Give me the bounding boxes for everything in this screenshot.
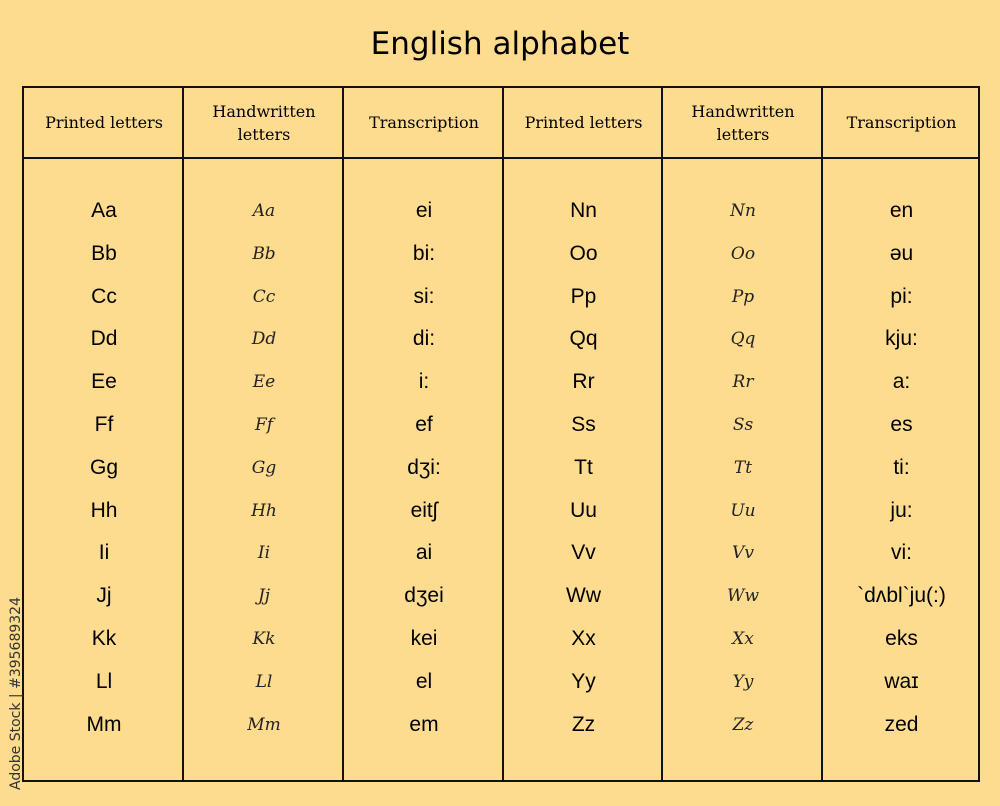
- transcription: ef: [415, 413, 433, 436]
- handwritten-letter: Jj: [257, 586, 271, 607]
- column-header: Handwritten letters: [691, 101, 795, 144]
- transcription: el: [415, 669, 433, 693]
- transcription: kei: [410, 627, 438, 650]
- column-header: Printed letters: [524, 113, 643, 132]
- printed-letter: Jj: [96, 584, 112, 608]
- printed-letter: Aa: [91, 199, 117, 222]
- printed-letter: Oo: [569, 241, 598, 265]
- transcription: si:: [413, 284, 435, 308]
- printed-letter: Tt: [574, 455, 593, 479]
- printed-letter: Zz: [571, 712, 596, 736]
- handwritten-letter: Mm: [247, 714, 281, 735]
- printed-letter: Ii: [98, 541, 110, 565]
- handwritten-letter: Yy: [732, 671, 754, 692]
- transcription: kju:: [885, 327, 918, 351]
- transcription: em: [409, 712, 439, 736]
- printed-letter: Cc: [91, 284, 117, 308]
- transcription: dʒi:: [407, 455, 441, 479]
- handwritten-letter: Aa: [252, 201, 276, 221]
- transcription: ju:: [890, 498, 913, 522]
- printed-letter: Uu: [570, 498, 597, 522]
- column-header: Handwritten letters: [212, 101, 316, 144]
- page-title: English alphabet: [370, 26, 630, 62]
- handwritten-letter: Nn: [730, 201, 756, 221]
- handwritten-letter: Gg: [251, 457, 277, 478]
- watermark: Adobe Stock | #395689324: [8, 597, 24, 790]
- printed-letter: Yy: [571, 669, 596, 693]
- transcription: ai: [415, 541, 433, 565]
- handwritten-letter: Cc: [252, 286, 276, 307]
- handwritten-letter: Zz: [732, 714, 754, 735]
- printed-letter: Hh: [90, 498, 118, 522]
- handwritten-letter: Tt: [733, 457, 753, 478]
- handwritten-letter: Oo: [730, 243, 756, 264]
- column-header: Transcription: [846, 113, 957, 132]
- transcription: ti:: [893, 455, 910, 479]
- handwritten-letter: Uu: [730, 500, 756, 521]
- handwritten-letter: Rr: [732, 372, 754, 393]
- handwritten-letter: Hh: [251, 500, 277, 521]
- printed-letter: Ll: [95, 669, 113, 693]
- handwritten-letter: Ee: [252, 372, 276, 393]
- transcription: `dʌbl`ju(:): [857, 584, 946, 608]
- transcription: ei: [415, 199, 433, 222]
- printed-letter: Kk: [91, 627, 117, 650]
- handwritten-letter: Ww: [726, 586, 760, 607]
- printed-letter: Mm: [86, 712, 122, 736]
- transcription: es: [890, 413, 913, 436]
- handwritten-letter: Ss: [732, 415, 754, 435]
- transcription: a:: [892, 370, 911, 394]
- transcription: zed: [884, 712, 919, 736]
- printed-letter: Ee: [91, 370, 117, 394]
- printed-letter: Qq: [569, 327, 598, 351]
- transcription: bi:: [412, 241, 436, 265]
- printed-letter: Dd: [90, 327, 118, 351]
- transcription: dʒei: [404, 584, 444, 608]
- printed-letter: Bb: [91, 241, 117, 265]
- transcription: pi:: [890, 284, 913, 308]
- alphabet-table: [22, 86, 980, 782]
- printed-letter: Nn: [570, 199, 597, 222]
- transcription: eitʃ: [410, 498, 438, 522]
- handwritten-letter: Vv: [732, 543, 754, 564]
- handwritten-letter: Kk: [252, 629, 276, 649]
- printed-letter: Ss: [571, 413, 596, 436]
- column-header: Transcription: [369, 113, 479, 132]
- transcription: vi:: [891, 541, 912, 565]
- handwritten-letter: Pp: [731, 286, 755, 307]
- handwritten-letter: Qq: [730, 329, 756, 350]
- header-divider: [24, 157, 978, 159]
- transcription: di:: [412, 327, 436, 351]
- printed-letter: Ww: [566, 584, 601, 608]
- transcription: əu: [889, 241, 914, 265]
- printed-letter: Pp: [570, 284, 597, 308]
- printed-letter: Gg: [89, 455, 118, 479]
- transcription: waɪ: [884, 669, 919, 693]
- transcription: en: [889, 199, 914, 222]
- handwritten-letter: Ii: [257, 543, 271, 564]
- printed-letter: Xx: [571, 627, 596, 650]
- handwritten-letter: Xx: [732, 629, 754, 649]
- transcription: i:: [418, 370, 430, 394]
- handwritten-letter: Ll: [255, 671, 273, 692]
- handwritten-letter: Bb: [252, 243, 276, 264]
- transcription: eks: [885, 627, 918, 650]
- handwritten-letter: Ff: [254, 415, 274, 435]
- printed-letter: Rr: [572, 370, 595, 394]
- column-header: Printed letters: [45, 113, 163, 132]
- handwritten-letter: Dd: [251, 329, 277, 350]
- printed-letter: Vv: [571, 541, 596, 565]
- printed-letter: Ff: [94, 413, 114, 436]
